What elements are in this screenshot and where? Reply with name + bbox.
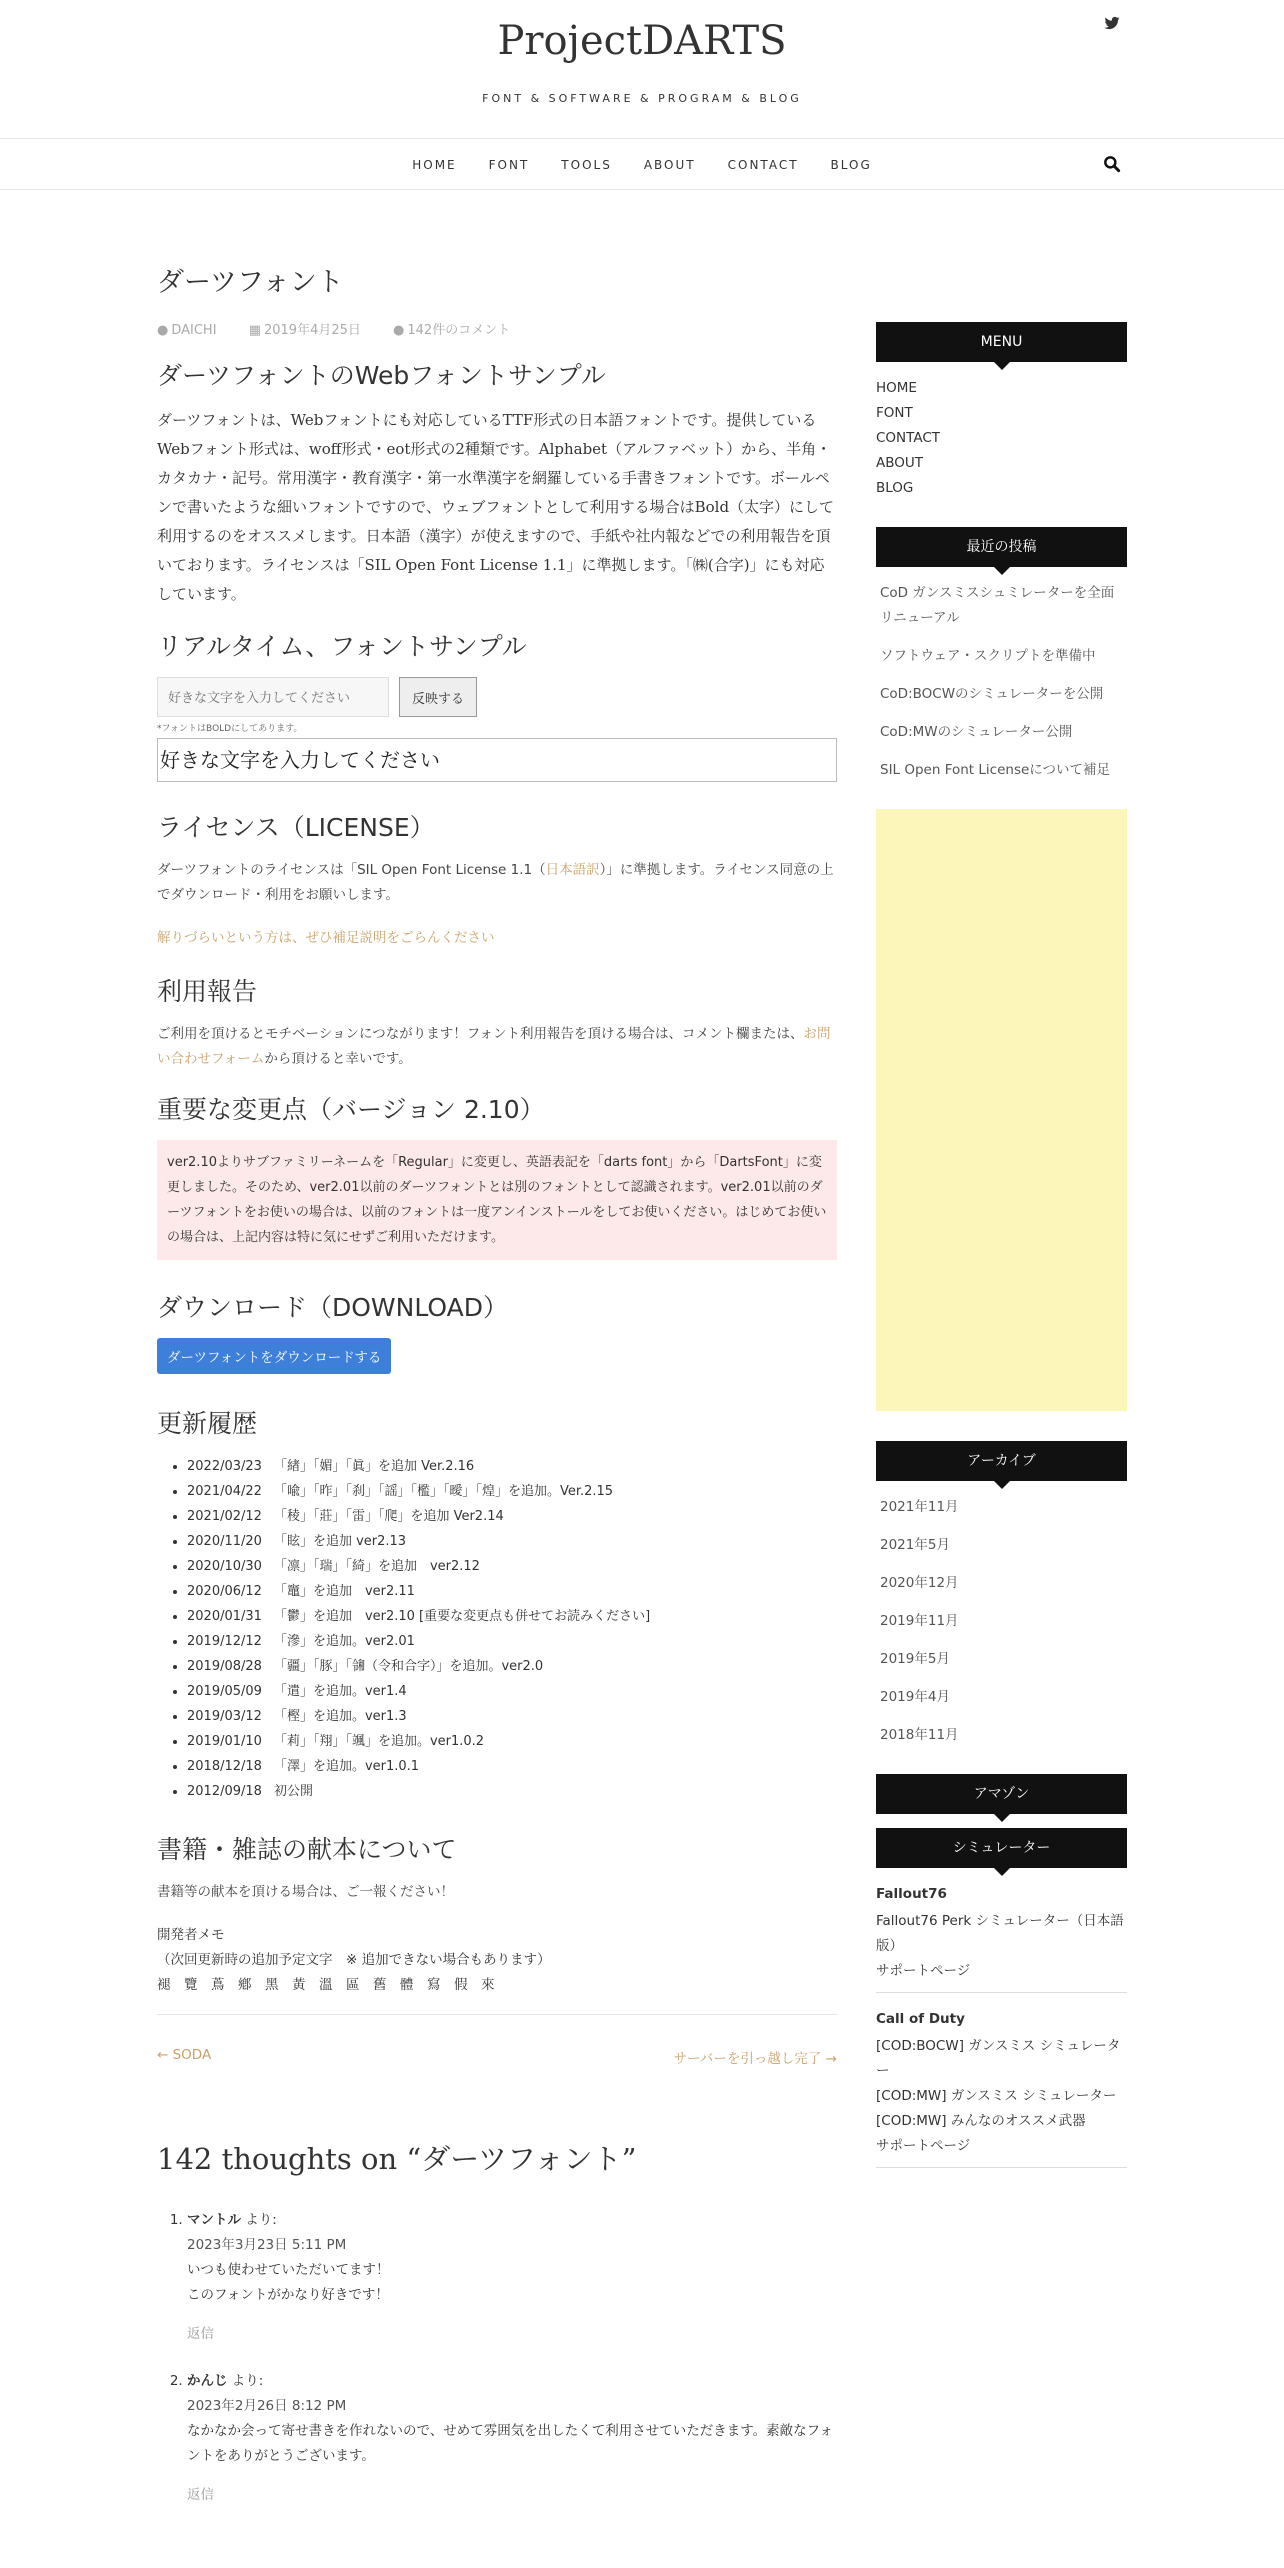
comment-author[interactable]: かんじ (187, 2373, 228, 2389)
prev-post-link[interactable]: ← SODA (157, 2047, 212, 2063)
sidebar-menu-item-home[interactable]: HOME (876, 380, 917, 396)
history-text: 「凛」「瑞」「綺」を追加 ver2.12 (273, 1559, 480, 1574)
archive-link[interactable]: 2019年4月 (880, 1689, 950, 1705)
main-navigation (0, 139, 1284, 190)
advertisement-area[interactable] (876, 809, 1127, 1411)
comment-text: なかなか会って寄せ書きを作れないので、せめて雰囲気を出したくて利用させていただきます。素敵なフォントをありがとうございます。 (187, 2423, 833, 2464)
history-text: 「澤」を追加。ver1.0.1 (273, 1759, 420, 1774)
history-text: 「竈」を追加 ver2.11 (273, 1584, 415, 1599)
nav-item-home[interactable]: HOME (412, 158, 457, 172)
history-text: 「喩」「昨」「刹」「謡」「檻」「曖」「煌」を追加。Ver.2.15 (273, 1484, 614, 1499)
memo-chars: 褪 覽 蔦 鄕 黑 黃 溫 區 舊 體 寫 假 來 (157, 1977, 495, 1993)
history-item (187, 1729, 837, 1754)
history-text: 「莉」「翔」「颯」を追加。ver1.0.2 (273, 1734, 485, 1749)
comment-author-suffix: より: (241, 2212, 277, 2228)
comments-meta[interactable] (393, 323, 524, 338)
twitter-icon[interactable] (1103, 14, 1121, 32)
comment-item (187, 2208, 837, 2347)
history-date: 2020/10/30 (187, 1559, 262, 1574)
report-heading: 利用報告 (157, 977, 258, 1006)
post-navigation (157, 2047, 837, 2067)
site-tagline: FONT & SOFTWARE & PROGRAM & BLOG (482, 92, 802, 105)
comment-item (187, 2369, 837, 2508)
nav-item-tools[interactable]: TOOLS (561, 158, 612, 172)
simulator-group-name: Call of Duty (876, 2011, 965, 2027)
comment-header (187, 2369, 837, 2394)
books-text: 書籍等の献本を頂ける場合は、ご一報ください！ (157, 1884, 454, 1900)
report-text-part: ご利用を頂けるとモチベーションにつながります！フォント利用報告を頂ける場合は、コメント欄または、 (157, 1026, 804, 1042)
history-text: 「稜」「莊」「雷」「爬」を追加 Ver2.14 (273, 1509, 504, 1524)
recent-posts-title: 最近の投稿 (876, 527, 1127, 567)
history-item (187, 1579, 837, 1604)
simulator-group (876, 2007, 1127, 2168)
reply-link[interactable]: 返信 (187, 2326, 214, 2342)
recent-post-link[interactable]: CoD:MWのシミュレーター公開 (880, 724, 1073, 740)
nav-item-font[interactable]: FONT (488, 158, 530, 172)
license-text-part: ダーツフォントのライセンスは「SIL Open Font License 1.1（ (157, 862, 546, 878)
simulator-link[interactable]: サポートページ (876, 2138, 971, 2154)
sidebar-menu (876, 376, 1127, 501)
history-text: 「鬱」を追加 ver2.10 [重要な変更点も併せてお読みください] (273, 1609, 651, 1624)
download-heading: ダウンロード（DOWNLOAD） (157, 1293, 508, 1322)
history-item (187, 1479, 837, 1504)
license-supplement-link[interactable]: 解りづらいという方は、ぜひ補足説明をごらんください (157, 930, 495, 946)
history-item (187, 1754, 837, 1779)
history-text: 初公開 (273, 1784, 313, 1799)
recent-post-link[interactable]: CoD ガンスミスシュミレーターを全面リニューアル (880, 585, 1115, 626)
realtime-heading: リアルタイム、フォントサンプル (157, 632, 527, 661)
report-text-part: から頂けると幸いです。 (264, 1051, 412, 1067)
history-date: 2019/12/12 (187, 1634, 262, 1649)
comment-date[interactable]: 2023年3月23日 5:11 PM (187, 2237, 347, 2253)
history-date: 2019/03/12 (187, 1709, 262, 1724)
history-date: 2019/08/28 (187, 1659, 262, 1674)
simulator-links (876, 1882, 1127, 2168)
changes-heading: 重要な変更点（バージョン 2.10） (157, 1095, 545, 1124)
archive-link[interactable]: 2021年11月 (880, 1499, 959, 1515)
history-date: 2022/03/23 (187, 1459, 262, 1474)
sidebar-menu-item-font[interactable]: FONT (876, 405, 913, 421)
history-item (187, 1604, 837, 1629)
simulator-title: シミュレーター (876, 1828, 1127, 1868)
comments-list (157, 2208, 837, 2508)
recent-post-link[interactable]: CoD:BOCWのシミュレーターを公開 (880, 686, 1104, 702)
license-heading: ライセンス（LICENSE） (157, 813, 435, 842)
nav-item-blog[interactable]: BLOG (830, 158, 872, 172)
site-header (0, 0, 1284, 139)
font-preview: 好きな文字を入力してください (157, 738, 837, 782)
archive-link[interactable]: 2018年11月 (880, 1727, 959, 1743)
webfont-heading: ダーツフォントのWebフォントサンプル (157, 361, 606, 390)
user-icon: ● (157, 323, 169, 338)
next-post-link[interactable]: サーバーを引っ越し完了 → (673, 2051, 837, 2067)
comment-author-suffix: より: (227, 2373, 264, 2389)
nav-menu (0, 139, 1284, 190)
reply-link[interactable]: 返信 (187, 2487, 214, 2503)
recent-post-link[interactable]: ソフトウェア・スクリプトを準備中 (880, 648, 1096, 664)
calendar-icon: ▦ (248, 323, 261, 338)
simulator-link[interactable]: [COD:BOCW] ガンスミス シミュレーター (876, 2038, 1121, 2079)
history-date: 2020/11/20 (187, 1534, 262, 1549)
live-sample-form (157, 677, 837, 717)
sidebar-menu-item-about[interactable]: ABOUT (876, 455, 924, 471)
history-item (187, 1504, 837, 1529)
sidebar-menu-item-blog[interactable]: BLOG (876, 480, 914, 496)
memo-note: （次回更新時の追加予定文字 ※ 追加できない場合もあります） (157, 1952, 551, 1968)
nav-item-about[interactable]: ABOUT (643, 158, 696, 172)
comment-count[interactable]: 142件のコメント (407, 323, 511, 338)
nav-item-contact[interactable]: CONTACT (727, 158, 799, 172)
changes-alert: ver2.10よりサブファミリーネームを「Regular」に変更し、英語表記を「darts font」から「DartsFont」に変更しました。そのため、ver2.01以前のダーツフォントとは別のフォントとして認識されます。ver2.01以前のダーツフォントをお使いの場合は、以前のフォントは一度アンインストールをしてお使いください。はじめてお使いの場合は、上記内容は特に気にせずご利用いただけます。 (157, 1140, 837, 1260)
archive-title: アーカイブ (876, 1441, 1127, 1481)
license-text (157, 858, 837, 908)
history-date: 2019/01/10 (187, 1734, 262, 1749)
history-text: 「眩」を追加 ver2.13 (273, 1534, 407, 1549)
comments-heading: 142 thoughts on “ダーツフォント” (157, 2142, 637, 2176)
author-name[interactable]: DAICHI (171, 323, 217, 338)
amazon-title: アマゾン (876, 1774, 1127, 1814)
history-date: 2012/09/18 (187, 1784, 262, 1799)
sidebar-menu-item-contact[interactable]: CONTACT (876, 430, 941, 446)
comment-header (187, 2208, 837, 2233)
comment-text: このフォントがかなり好きです！ (187, 2287, 389, 2303)
menu-widget-title: MENU (876, 322, 1127, 362)
history-date: 2021/02/12 (187, 1509, 262, 1524)
recent-post-link[interactable]: SIL Open Font Licenseについて補足 (880, 762, 1111, 778)
history-list (157, 1454, 837, 1804)
apply-button[interactable]: 反映する (399, 677, 477, 717)
history-item (187, 1654, 837, 1679)
history-date: 2020/01/31 (187, 1609, 262, 1624)
developer-memo (157, 1923, 837, 1998)
history-text: 「疆」「豚」「㋿（令和合字）」を追加。ver2.0 (273, 1659, 544, 1674)
site-title[interactable]: ProjectDARTS (497, 18, 787, 64)
report-text (157, 1022, 837, 1072)
simulator-link[interactable]: [COD:MW] みんなのオススメ武器 (876, 2113, 1086, 2129)
history-text: 「遣」を追加。ver1.4 (273, 1684, 407, 1699)
author-meta[interactable] (157, 323, 231, 338)
history-date: 2020/06/12 (187, 1584, 262, 1599)
history-text: 「緖」「媚」「眞」を追加 Ver.2.16 (273, 1459, 475, 1474)
history-item (187, 1779, 837, 1804)
archive-link[interactable]: 2019年11月 (880, 1613, 959, 1629)
history-date: 2018/12/18 (187, 1759, 262, 1774)
bold-note: *フォントはBOLDにしてあります。 (157, 724, 303, 734)
simulator-group (876, 1882, 1127, 1993)
simulator-link[interactable]: Fallout76 Perk シミュレーター（日本語版） (876, 1913, 1124, 1954)
date-meta (249, 323, 375, 338)
history-text: 「樫」を追加。ver1.3 (273, 1709, 407, 1724)
history-item (187, 1454, 837, 1479)
history-item (187, 1529, 837, 1554)
history-item (187, 1679, 837, 1704)
japanese-translation-link[interactable]: 日本語訳 (545, 862, 600, 878)
comment-icon: ● (393, 323, 405, 338)
history-text: 「滲」を追加。ver2.01 (273, 1634, 415, 1649)
post-meta (157, 319, 837, 338)
archive-link[interactable]: 2021年5月 (880, 1537, 950, 1553)
post-title: ダーツフォント (157, 267, 344, 298)
history-item (187, 1704, 837, 1729)
archive-link[interactable]: 2019年5月 (880, 1651, 950, 1667)
comment-date[interactable]: 2023年2月26日 8:12 PM (187, 2398, 347, 2414)
history-item (187, 1554, 837, 1579)
contact-form-link[interactable]: お問い合わせフォーム (157, 1026, 831, 1067)
sidebar (876, 322, 1127, 2182)
memo-title: 開発者メモ (157, 1927, 225, 1943)
simulator-link[interactable]: [COD:MW] ガンスミス シミュレーター (876, 2088, 1117, 2104)
license-text-part: ）」に準拠します。ライセンス同意の上でダウンロード・利用をお願いします。 (157, 862, 834, 903)
download-button[interactable]: ダーツフォントをダウンロードする (157, 1338, 391, 1374)
comment-text: いつも使わせていただいてます！ (187, 2262, 390, 2278)
history-item (187, 1629, 837, 1654)
divider (157, 2014, 837, 2015)
search-icon[interactable] (1102, 154, 1122, 174)
comment-author[interactable]: マントル (187, 2212, 241, 2228)
intro-text: ダーツフォントは、Webフォントにも対応しているTTF形式の日本語フォントです。提供しているWebフォント形式は、woff形式・eot形式の2種類です。Alphabet（アルファベット）から、半角・カタカナ・記号。常用漢字・教育漢字・第一水準漢字を網羅している手書きフォントです。ボールペンで書いたような細いフォントですので、ウェブフォントとして利用する場合はBold（太字）にして利用するのをオススメします。日本語（漢字）が使えますので、手紙や社内報などでの利用報告を頂いております。ライセンスは「SIL Open Font License 1.1」に準拠します。「㈱(合字)」にも対応しています。 (157, 411, 835, 603)
post-date[interactable]: 2019年4月25日 (263, 323, 361, 338)
archive-link[interactable]: 2020年12月 (880, 1575, 959, 1591)
history-date: 2019/05/09 (187, 1684, 262, 1699)
history-heading: 更新履歴 (157, 1409, 258, 1438)
simulator-link[interactable]: サポートページ (876, 1963, 971, 1979)
books-heading: 書籍・雑誌の献本について (157, 1835, 457, 1864)
archive-list (876, 1495, 1127, 1748)
history-date: 2021/04/22 (187, 1484, 262, 1499)
sample-text-input[interactable] (157, 677, 389, 717)
main-content (157, 230, 837, 2530)
simulator-group-name: Fallout76 (876, 1886, 947, 1902)
recent-posts-list (876, 581, 1127, 783)
